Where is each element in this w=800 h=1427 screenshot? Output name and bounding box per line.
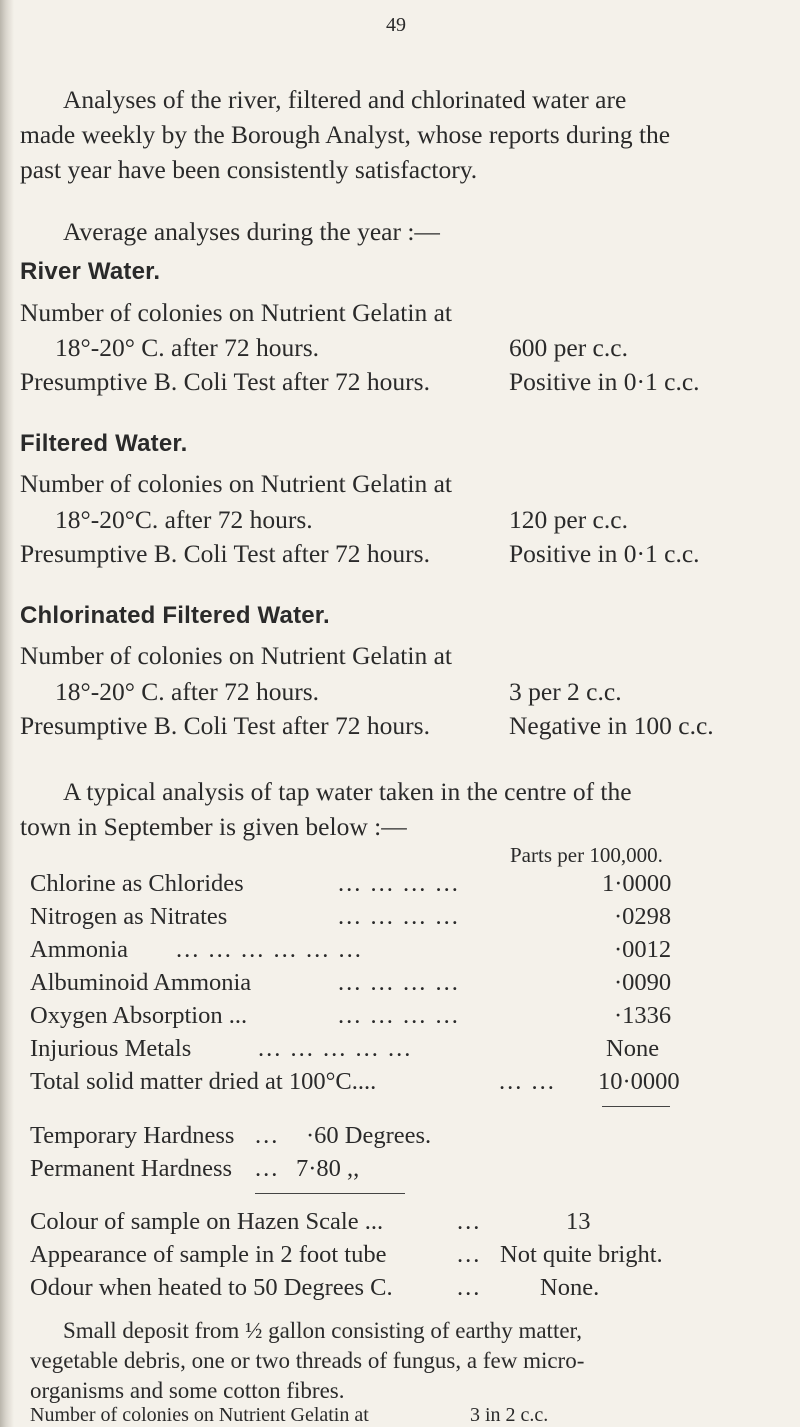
section-heading: River Water. <box>20 258 161 285</box>
deposit-line-3: organisms and some cotton fibres. <box>30 1378 345 1403</box>
coli-test-line: Presumptive B. Coli Test after 72 hours. <box>20 711 430 740</box>
average-intro: Average analyses during the year :— <box>63 217 440 246</box>
units-header: Parts per 100,000. <box>510 843 663 867</box>
row-label: Oxygen Absorption ... <box>30 1002 248 1029</box>
coli-test-value: Positive in 0·1 c.c. <box>509 367 700 396</box>
table-row <box>0 1208 800 1242</box>
deposit-line-2: vegetable debris, one or two threads of fungus, a few micro- <box>30 1348 585 1373</box>
coli-test-line: Presumptive B. Coli Test after 72 hours. <box>20 367 430 396</box>
intro-line-3: past year have been consistently satisfactory. <box>20 155 478 184</box>
intro-line-2: made weekly by the Borough Analyst, whose reports during the <box>20 120 671 149</box>
final-colonies-block <box>0 1402 800 1427</box>
row-label: Albuminoid Ammonia <box>30 969 252 996</box>
tap-intro-line-1: A typical analysis of tap water taken in the centre of the <box>63 777 632 806</box>
deposit-line-1: Small deposit from ½ gallon consisting of earthy matter, <box>63 1318 583 1343</box>
row-label: Nitrogen as Nitrates <box>30 903 228 930</box>
rule <box>255 1193 405 1194</box>
row-value: None. <box>540 1274 600 1301</box>
row-label: Colour of sample on Hazen Scale ... <box>30 1208 384 1235</box>
table-row <box>0 1155 800 1189</box>
temperature-line: 18°-20° C. after 72 hours. <box>55 333 320 362</box>
row-value: 7·80 ,, <box>296 1155 360 1182</box>
row-leader: ... ... ... ... <box>338 903 460 930</box>
row-leader: ... <box>255 1122 280 1149</box>
table-row <box>0 870 800 904</box>
colonies-line: Number of colonies on Nutrient Gelatin at <box>20 641 452 670</box>
table-row <box>0 1274 800 1308</box>
section-heading: Chlorinated Filtered Water. <box>20 602 330 629</box>
table-row <box>0 1241 800 1275</box>
row-value: Not quite bright. <box>500 1241 663 1268</box>
table-row <box>0 903 800 937</box>
row-leader: ... <box>457 1208 482 1235</box>
colonies-line: Number of colonies on Nutrient Gelatin at <box>30 1404 369 1426</box>
row-label: Permanent Hardness <box>30 1155 233 1182</box>
row-leader: ... ... ... ... ... <box>258 1035 413 1062</box>
table-row <box>0 1035 800 1069</box>
row-label: Chlorine as Chlorides <box>30 870 244 897</box>
page-number: 49 <box>386 14 406 36</box>
colonies-value: 3 per 2 c.c. <box>509 677 622 706</box>
row-label: Ammonia <box>30 936 128 963</box>
temperature-line: 18°-20°C. after 72 hours. <box>55 505 313 534</box>
table-row <box>0 1002 800 1036</box>
intro-line-1: Analyses of the river, filtered and chlorinated water are <box>63 85 627 114</box>
row-leader: ... <box>457 1274 482 1301</box>
row-value: 10·0000 <box>598 1068 680 1095</box>
row-value: ·0090 <box>614 969 672 996</box>
row-value: 1·0000 <box>602 870 672 897</box>
row-leader: ... ... ... ... <box>338 969 460 996</box>
coli-test-value: Negative in 100 c.c. <box>509 711 714 740</box>
table-row <box>0 1122 800 1156</box>
row-label: Total solid matter dried at 100°C.... <box>30 1068 377 1095</box>
section-heading: Filtered Water. <box>20 430 188 457</box>
row-label: Odour when heated to 50 Degrees C. <box>30 1274 393 1301</box>
colonies-line: Number of colonies on Nutrient Gelatin at <box>20 298 452 327</box>
colonies-line: Number of colonies on Nutrient Gelatin at <box>20 469 452 498</box>
colonies-value: 120 per c.c. <box>509 505 628 534</box>
row-leader: ... <box>255 1155 280 1182</box>
colonies-value: 600 per c.c. <box>509 333 628 362</box>
row-leader: ... ... <box>499 1068 556 1095</box>
rule <box>602 1106 670 1107</box>
row-value: ·60 Degrees. <box>306 1122 432 1149</box>
row-label: Appearance of sample in 2 foot tube <box>30 1241 387 1268</box>
row-value: 13 <box>566 1208 591 1235</box>
table-row <box>0 936 800 970</box>
row-leader: ... ... ... ... ... ... <box>176 936 363 963</box>
colonies-value: 3 in 2 c.c. <box>470 1404 549 1426</box>
row-value: ·0012 <box>614 936 672 963</box>
row-leader: ... ... ... ... <box>338 1002 460 1029</box>
coli-test-line: Presumptive B. Coli Test after 72 hours. <box>20 539 430 568</box>
row-label: Injurious Metals <box>30 1035 192 1062</box>
table-row <box>0 1068 800 1102</box>
row-value: None <box>606 1035 660 1062</box>
row-value: ·0298 <box>614 903 672 930</box>
row-leader: ... <box>457 1241 482 1268</box>
tap-intro-line-2: town in September is given below :— <box>20 812 407 841</box>
coli-test-value: Positive in 0·1 c.c. <box>509 539 700 568</box>
row-label: Temporary Hardness <box>30 1122 235 1149</box>
temperature-line: 18°-20° C. after 72 hours. <box>55 677 320 706</box>
row-value: ·1336 <box>614 1002 672 1029</box>
table-row <box>0 969 800 1003</box>
row-leader: ... ... ... ... <box>338 870 460 897</box>
